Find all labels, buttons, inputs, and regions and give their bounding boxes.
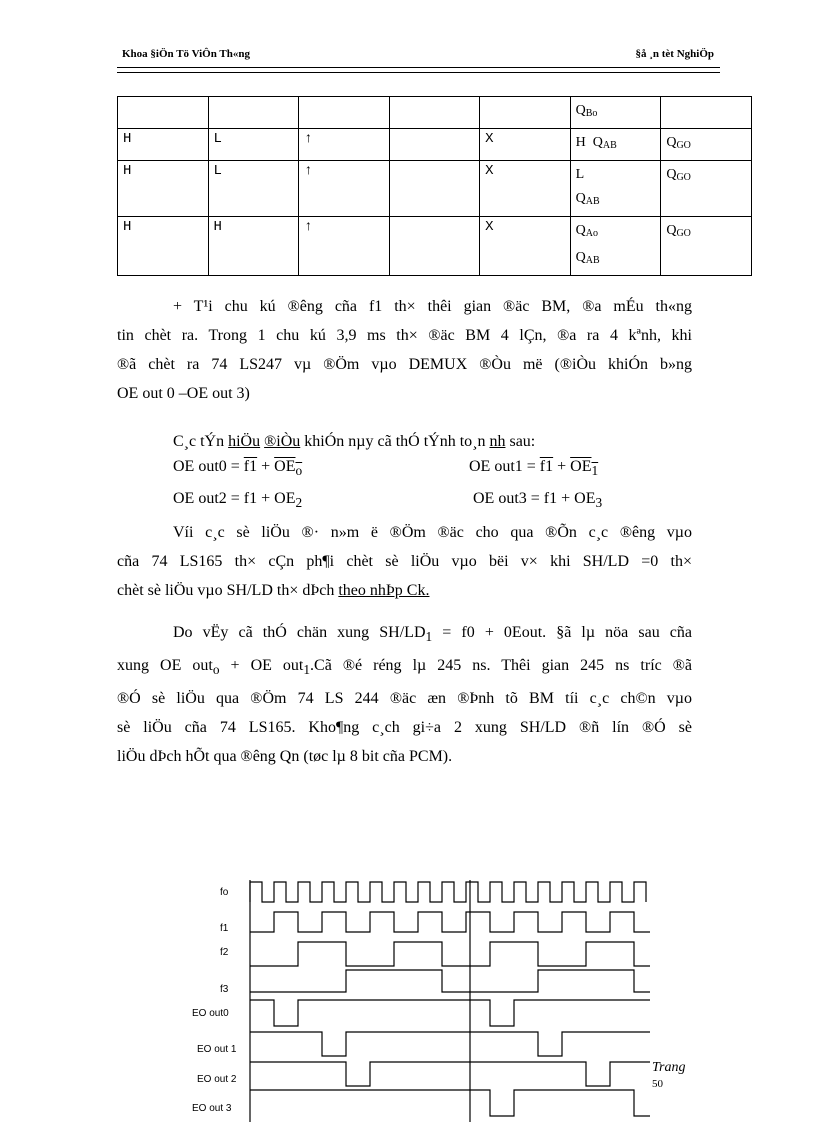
text-run: hiÖu — [228, 433, 261, 450]
cell-line: $Q_{GO}$ — [666, 167, 691, 183]
table-cell — [480, 97, 571, 129]
waveform-f3 — [250, 970, 650, 992]
page-number: 50 — [652, 1078, 663, 1090]
table-cell — [570, 97, 661, 129]
text-line: OE out 0 –OE out 3) — [117, 385, 250, 402]
subscript: 3 — [595, 495, 603, 511]
subscript: AB — [585, 196, 600, 207]
subscript: o — [295, 463, 303, 479]
table-cell: L — [208, 129, 299, 161]
timing-diagram — [180, 872, 710, 1122]
cell-text — [576, 99, 656, 126]
table-row — [118, 217, 752, 276]
text-run: f1 — [539, 458, 554, 475]
table-cell — [208, 97, 299, 129]
cell-line: $Q_{Ao}$ — [575, 223, 598, 239]
up-arrow-icon: ↑ — [299, 217, 390, 276]
cell-line: $Q_{AB}$ — [575, 250, 600, 266]
subscript: 1 — [303, 662, 311, 678]
waveform-f1 — [250, 912, 650, 932]
subscript: o — [212, 662, 220, 678]
text-run: chèt sè liÖu vµo SH/LD th× dÞch — [117, 582, 339, 599]
subscript: Bo — [585, 108, 598, 119]
table-row — [118, 161, 752, 217]
text-line: liÖu dÞch hÕt qua ®êng Qn (tøc lµ 8 bit cña PCM). — [117, 748, 453, 766]
subscript: 1 — [425, 629, 433, 645]
timing-label-eo-out3: EO out 3 — [192, 1103, 232, 1114]
waveform-eo-out3 — [250, 1090, 650, 1116]
cell-line: $Q_{GO}$ — [666, 135, 691, 151]
subscript: 2 — [295, 495, 303, 511]
text-line: ®ã chèt ra 74 LS247 vµ ®Öm vµo DEMUX ®Òu më (®iÒu khiÓn b»ng — [117, 356, 692, 373]
table-cell: H — [118, 129, 209, 161]
table-cell — [299, 97, 390, 129]
formula-oe-out3 — [473, 490, 602, 511]
table-cell: X — [480, 161, 571, 217]
text-run: C¸c tÝn — [173, 433, 229, 450]
text-line: + T¹i chu kú ®êng cña f1 th× thêi gian ®äc BM, ®a mÉu th«ng — [173, 298, 692, 315]
text-run: Do vËy cã thÓ chän xung SH/LD — [173, 624, 426, 641]
timing-label-eo-out1: EO out 1 — [197, 1044, 237, 1055]
text-line: Víi c¸c sè liÖu ®· n»m ë ®Öm ®äc cho qua ®Õn c¸c ®êng vµo — [173, 524, 692, 541]
text-line — [117, 576, 692, 605]
timing-label-eo-out2: EO out 2 — [197, 1074, 237, 1085]
timing-label-f1: f1 — [220, 923, 229, 934]
table-cell — [570, 217, 661, 276]
text-run: nh — [489, 433, 506, 450]
formula-oe-out2 — [173, 490, 302, 511]
text-run: OE out2 = f1 + OE — [173, 490, 296, 507]
header-left: Khoa §iÖn Tö ViÔn Th«ng — [122, 48, 250, 60]
page-label: Trang — [652, 1060, 686, 1075]
text-run: khiÓn nµy cã thÓ tÝnh to¸n — [300, 433, 490, 450]
text-run: .Cã ®é réng lµ 245 ns. Thêi gian 245 ns tríc ®ã — [310, 657, 693, 675]
table-cell: X — [480, 129, 571, 161]
waveform-eo-out1 — [250, 1032, 650, 1056]
paragraph-3 — [117, 518, 692, 605]
cell-line: $Q_{GO}$ — [666, 223, 691, 239]
text-run: OE out3 = f1 + OE — [473, 490, 596, 507]
table-cell — [389, 161, 479, 217]
truth-table — [117, 96, 752, 276]
text-run: OE out0 = — [173, 458, 244, 475]
table-cell: H — [118, 161, 209, 217]
waveform-eo-out2 — [250, 1062, 650, 1086]
table-cell — [570, 129, 661, 161]
table-cell — [661, 217, 752, 276]
subscript: GO — [676, 228, 691, 239]
table-row — [118, 97, 752, 129]
table-cell: H — [208, 217, 299, 276]
text-line: ®Ó sè liÖu qua ®Öm 74 LS 244 ®äc æn ®Þnh tõ BM tíi c¸c ch©n vµo — [117, 690, 692, 708]
table-cell: L — [208, 161, 299, 217]
text-line: tin chèt ra. Trong 1 chu kú 3,9 ms th× ®äc BM 4 lÇn, ®a ra 4 kªnh, khi — [117, 327, 692, 344]
waveform-f2 — [250, 942, 650, 966]
subscript: GO — [676, 140, 691, 151]
paragraph-1 — [117, 292, 692, 408]
timing-label-f2: f2 — [220, 947, 229, 958]
text-run — [274, 458, 303, 479]
text-run: sau: — [505, 433, 536, 450]
header-rule — [117, 67, 720, 68]
table-cell: H — [118, 217, 209, 276]
formula-oe-out1 — [469, 458, 598, 479]
text-line: cña 74 LS165 th× cÇn ph¶i chèt sè liÖu vµo bëi v× khi SH/LD =0 th× — [117, 553, 692, 570]
paragraph-4 — [117, 618, 692, 771]
text-run: OE out1 = — [469, 458, 540, 475]
text-run — [570, 458, 599, 479]
text-run: xung OE out — [117, 657, 213, 675]
table-cell — [661, 161, 752, 217]
header-rule-double — [117, 72, 720, 73]
timing-label-fo: fo — [220, 887, 229, 898]
timing-label-eo-out0: EO out0 — [192, 1008, 229, 1019]
subscript: AB — [602, 140, 617, 151]
waveform-fo — [250, 882, 646, 902]
text-line — [117, 651, 692, 684]
text-run: OE — [274, 458, 296, 475]
timing-label-f3: f3 — [220, 984, 229, 995]
header-right: §å ¸n tèt NghiÖp — [635, 48, 714, 60]
table-cell — [661, 129, 752, 161]
text-run: ®iÒu — [264, 433, 301, 450]
paragraph-2 — [173, 427, 693, 456]
text-line — [117, 618, 692, 651]
table-cell — [389, 97, 479, 129]
text-run: + — [257, 458, 275, 475]
subscript: Ao — [585, 228, 598, 239]
subscript: GO — [676, 172, 691, 183]
text-run: f1 — [243, 458, 258, 475]
formula-oe-out0 — [173, 458, 302, 479]
up-arrow-icon: ↑ — [299, 129, 390, 161]
text-line: sè liÖu cña 74 LS165. Kho¶ng c¸ch gi÷a 2 xung SH/LD ®ñ lín ®Ó sè — [117, 719, 692, 737]
text-run: theo nhÞp Ck. — [338, 582, 430, 599]
subscript: 1 — [591, 463, 599, 479]
text-run: + — [553, 458, 571, 475]
table-cell — [661, 97, 752, 129]
subscript: AB — [585, 255, 600, 266]
waveform-eo-out0 — [250, 1000, 650, 1026]
table-cell: X — [480, 217, 571, 276]
cell-line: $Q_{AB}$ — [575, 191, 600, 207]
cell-line: L — [575, 167, 585, 182]
table-cell — [118, 97, 209, 129]
text-run: + OE out — [219, 657, 304, 675]
cell-line: $Q_{Bo}$ — [575, 103, 598, 119]
table-cell — [389, 129, 479, 161]
table-cell — [389, 217, 479, 276]
up-arrow-icon: ↑ — [299, 161, 390, 217]
table-row — [118, 129, 752, 161]
text-run: OE — [570, 458, 592, 475]
table-cell — [570, 161, 661, 217]
text-run: = f0 + 0Eout. §ã lµ nöa sau cña — [442, 624, 692, 641]
cell-line: H $Q_{AB}$ — [575, 135, 617, 151]
